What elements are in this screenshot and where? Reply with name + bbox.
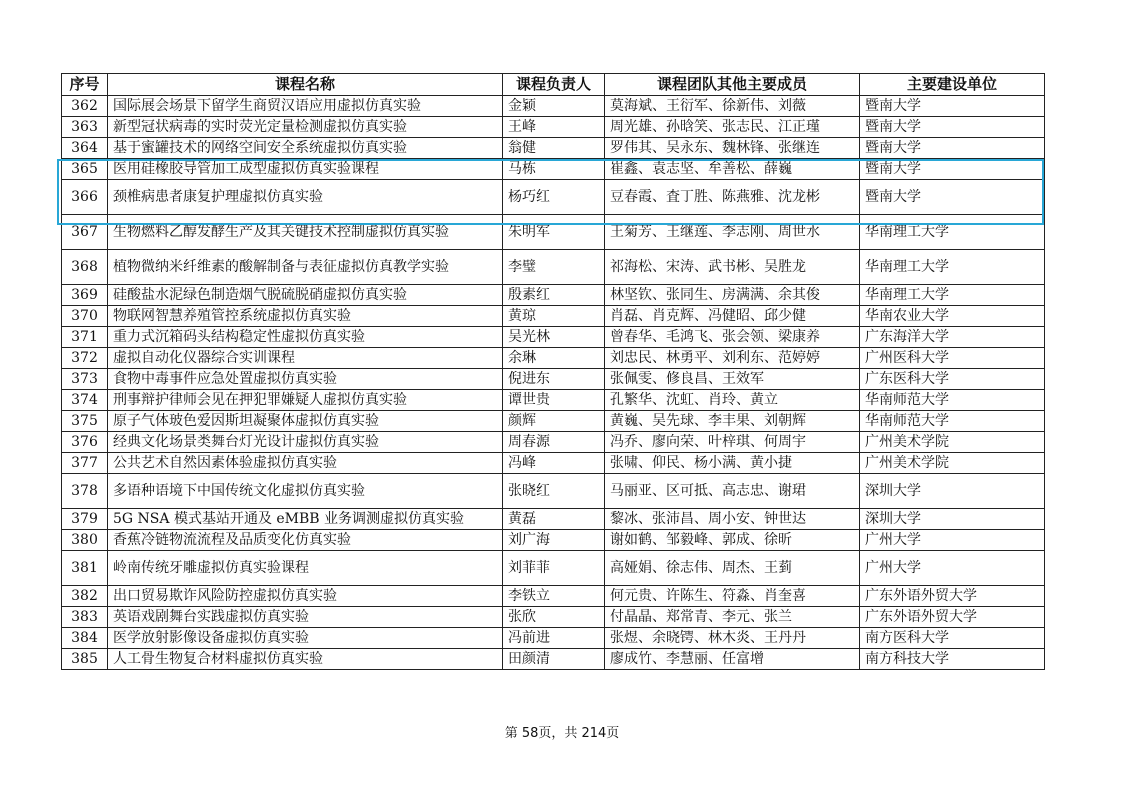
course-name-cell: 国际展会场景下留学生商贸汉语应用虚拟仿真实验 (108, 96, 503, 117)
course-lead-cell: 冯峰 (503, 453, 605, 474)
team-members-cell: 孔繁华、沈虹、肖玲、黄立 (605, 390, 860, 411)
team-members-cell: 黄巍、吴先球、李丰果、刘朝辉 (605, 411, 860, 432)
course-name-cell: 多语种语境下中国传统文化虚拟仿真实验 (108, 474, 503, 509)
unit-cell: 华南师范大学 (860, 411, 1045, 432)
team-members-cell: 张煜、余晓锷、林木炎、王丹丹 (605, 628, 860, 649)
team-members-cell: 马丽亚、区可抵、高志忠、谢珺 (605, 474, 860, 509)
table-row (62, 453, 1045, 474)
team-members-cell: 黎冰、张沛昌、周小安、钟世达 (605, 509, 860, 530)
course-name-cell: 原子气体玻色爱因斯坦凝聚体虚拟仿真实验 (108, 411, 503, 432)
header-course-name: 课程名称 (108, 74, 503, 96)
row-number: 369 (62, 285, 108, 306)
course-name-cell: 5G NSA 模式基站开通及 eMBB 业务调测虚拟仿真实验 (108, 509, 503, 530)
team-members-cell: 张啸、仰民、杨小满、黄小捷 (605, 453, 860, 474)
course-lead-cell: 田颜清 (503, 649, 605, 670)
row-number: 374 (62, 390, 108, 411)
table-row (62, 530, 1045, 551)
header-course-lead: 课程负责人 (503, 74, 605, 96)
course-name-cell: 经典文化场景类舞台灯光设计虚拟仿真实验 (108, 432, 503, 453)
table-row (62, 551, 1045, 586)
row-number: 365 (62, 159, 108, 180)
course-lead-cell: 张欣 (503, 607, 605, 628)
team-members-cell: 肖磊、肖克辉、冯健昭、邱少健 (605, 306, 860, 327)
course-name-cell: 英语戏剧舞台实践虚拟仿真实验 (108, 607, 503, 628)
course-lead-cell: 黄琼 (503, 306, 605, 327)
unit-cell: 广州大学 (860, 530, 1045, 551)
unit-cell: 暨南大学 (860, 138, 1045, 159)
course-name-cell: 物联网智慧养殖管控系统虚拟仿真实验 (108, 306, 503, 327)
course-lead-cell: 杨巧红 (503, 180, 605, 215)
table-row (62, 411, 1045, 432)
course-lead-cell: 李铁立 (503, 586, 605, 607)
row-number: 368 (62, 250, 108, 285)
course-name-cell: 硅酸盐水泥绿色制造烟气脱硫脱硝虚拟仿真实验 (108, 285, 503, 306)
unit-cell: 暨南大学 (860, 117, 1045, 138)
team-members-cell: 刘忠民、林勇平、刘利东、范婷婷 (605, 348, 860, 369)
team-members-cell: 廖成竹、李慧丽、任富增 (605, 649, 860, 670)
team-members-cell: 何元贵、许陈生、符淼、肖奎喜 (605, 586, 860, 607)
course-name-cell: 医学放射影像设备虚拟仿真实验 (108, 628, 503, 649)
table-row (62, 649, 1045, 670)
table-row (62, 180, 1045, 215)
table-row (62, 327, 1045, 348)
row-number: 377 (62, 453, 108, 474)
unit-cell: 广东外语外贸大学 (860, 586, 1045, 607)
course-lead-cell: 颜辉 (503, 411, 605, 432)
course-name-cell: 人工骨生物复合材料虚拟仿真实验 (108, 649, 503, 670)
course-lead-cell: 余琳 (503, 348, 605, 369)
row-number: 385 (62, 649, 108, 670)
table-row (62, 432, 1045, 453)
table-row (62, 117, 1045, 138)
row-number: 375 (62, 411, 108, 432)
course-name-cell: 公共艺术自然因素体验虚拟仿真实验 (108, 453, 503, 474)
unit-cell: 华南理工大学 (860, 215, 1045, 250)
table-row (62, 306, 1045, 327)
table-header (62, 74, 1045, 96)
row-number: 380 (62, 530, 108, 551)
row-number: 367 (62, 215, 108, 250)
team-members-cell: 周光雄、孙晗笑、张志民、江正瑾 (605, 117, 860, 138)
table-row (62, 250, 1045, 285)
course-lead-cell: 刘广海 (503, 530, 605, 551)
table-row (62, 369, 1045, 390)
course-lead-cell: 王峰 (503, 117, 605, 138)
team-members-cell: 王菊芳、王继莲、李志刚、周世水 (605, 215, 860, 250)
team-members-cell: 冯乔、廖向荣、叶梓琪、何周宇 (605, 432, 860, 453)
course-lead-cell: 李璧 (503, 250, 605, 285)
team-members-cell: 高娅娟、徐志伟、周杰、王菿 (605, 551, 860, 586)
row-number: 371 (62, 327, 108, 348)
course-name-cell: 生物燃料乙醇发酵生产及其关键技术控制虚拟仿真实验 (108, 215, 503, 250)
header-number: 序号 (62, 74, 108, 96)
course-name-cell: 岭南传统牙雕虚拟仿真实验课程 (108, 551, 503, 586)
table-row (62, 96, 1045, 117)
course-name-cell: 医用硅橡胶导管加工成型虚拟仿真实验课程 (108, 159, 503, 180)
unit-cell: 广州美术学院 (860, 432, 1045, 453)
team-members-cell: 张佩雯、修良昌、王效军 (605, 369, 860, 390)
table-row (62, 586, 1045, 607)
header-row (62, 74, 1045, 96)
unit-cell: 广州医科大学 (860, 348, 1045, 369)
row-number: 382 (62, 586, 108, 607)
course-name-cell: 颈椎病患者康复护理虚拟仿真实验 (108, 180, 503, 215)
row-number: 381 (62, 551, 108, 586)
unit-cell: 南方医科大学 (860, 628, 1045, 649)
table-row (62, 509, 1045, 530)
course-name-cell: 新型冠状病毒的实时荧光定量检测虚拟仿真实验 (108, 117, 503, 138)
unit-cell: 华南师范大学 (860, 390, 1045, 411)
unit-cell: 暨南大学 (860, 180, 1045, 215)
team-members-cell: 崔鑫、袁志坚、牟善松、薛巍 (605, 159, 860, 180)
course-name-cell: 重力式沉箱码头结构稳定性虚拟仿真实验 (108, 327, 503, 348)
table-row (62, 628, 1045, 649)
course-name-cell: 虚拟自动化仪器综合实训课程 (108, 348, 503, 369)
course-name-cell: 刑事辩护律师会见在押犯罪嫌疑人虚拟仿真实验 (108, 390, 503, 411)
table-body (62, 96, 1045, 670)
row-number: 366 (62, 180, 108, 215)
row-number: 362 (62, 96, 108, 117)
course-lead-cell: 马栋 (503, 159, 605, 180)
unit-cell: 华南农业大学 (860, 306, 1045, 327)
table-row (62, 474, 1045, 509)
unit-cell: 广东海洋大学 (860, 327, 1045, 348)
course-lead-cell: 谭世贵 (503, 390, 605, 411)
course-name-cell: 食物中毒事件应急处置虚拟仿真实验 (108, 369, 503, 390)
course-table (61, 73, 1045, 670)
unit-cell: 南方科技大学 (860, 649, 1045, 670)
unit-cell: 广东外语外贸大学 (860, 607, 1045, 628)
header-team-members: 课程团队其他主要成员 (605, 74, 860, 96)
course-lead-cell: 周春源 (503, 432, 605, 453)
unit-cell: 深圳大学 (860, 509, 1045, 530)
course-name-cell: 植物微纳米纤维素的酸解制备与表征虚拟仿真教学实验 (108, 250, 503, 285)
team-members-cell: 林坚钦、张同生、房满满、余其俊 (605, 285, 860, 306)
page-number: 第 58页，共 214页 (504, 726, 620, 741)
table-row (62, 159, 1045, 180)
course-name-cell: 基于蜜罐技术的网络空间安全系统虚拟仿真实验 (108, 138, 503, 159)
row-number: 363 (62, 117, 108, 138)
table-row (62, 285, 1045, 306)
team-members-cell: 莫海斌、王衍军、徐新伟、刘薇 (605, 96, 860, 117)
course-name-cell: 香蕉冷链物流流程及品质变化仿真实验 (108, 530, 503, 551)
row-number: 370 (62, 306, 108, 327)
unit-cell: 暨南大学 (860, 159, 1045, 180)
course-lead-cell: 翁健 (503, 138, 605, 159)
team-members-cell: 付晶晶、郑常青、李元、张兰 (605, 607, 860, 628)
team-members-cell: 豆春霞、査丁胜、陈燕雅、沈龙彬 (605, 180, 860, 215)
row-number: 376 (62, 432, 108, 453)
unit-cell: 深圳大学 (860, 474, 1045, 509)
team-members-cell: 谢如鹤、邹毅峰、郭成、徐昕 (605, 530, 860, 551)
course-lead-cell: 殷素红 (503, 285, 605, 306)
course-name-cell: 出口贸易欺诈风险防控虚拟仿真实验 (108, 586, 503, 607)
course-lead-cell: 张晓红 (503, 474, 605, 509)
course-lead-cell: 吴光林 (503, 327, 605, 348)
row-number: 379 (62, 509, 108, 530)
unit-cell: 广东医科大学 (860, 369, 1045, 390)
row-number: 378 (62, 474, 108, 509)
unit-cell: 暨南大学 (860, 96, 1045, 117)
unit-cell: 广州美术学院 (860, 453, 1045, 474)
course-lead-cell: 黄磊 (503, 509, 605, 530)
table-row (62, 607, 1045, 628)
row-number: 373 (62, 369, 108, 390)
table-row (62, 390, 1045, 411)
team-members-cell: 罗伟其、吴永东、魏林锋、张继连 (605, 138, 860, 159)
header-unit: 主要建设单位 (860, 74, 1045, 96)
team-members-cell: 祁海松、宋涛、武书彬、吴胜龙 (605, 250, 860, 285)
table-row (62, 215, 1045, 250)
course-lead-cell: 冯前进 (503, 628, 605, 649)
table-row (62, 348, 1045, 369)
course-lead-cell: 倪进东 (503, 369, 605, 390)
row-number: 383 (62, 607, 108, 628)
unit-cell: 广州大学 (860, 551, 1045, 586)
course-lead-cell: 朱明军 (503, 215, 605, 250)
unit-cell: 华南理工大学 (860, 250, 1045, 285)
unit-cell: 华南理工大学 (860, 285, 1045, 306)
row-number: 384 (62, 628, 108, 649)
row-number: 364 (62, 138, 108, 159)
row-number: 372 (62, 348, 108, 369)
table-row (62, 138, 1045, 159)
course-lead-cell: 刘菲菲 (503, 551, 605, 586)
team-members-cell: 曾春华、毛鸿飞、张会领、梁康养 (605, 327, 860, 348)
course-lead-cell: 金颖 (503, 96, 605, 117)
